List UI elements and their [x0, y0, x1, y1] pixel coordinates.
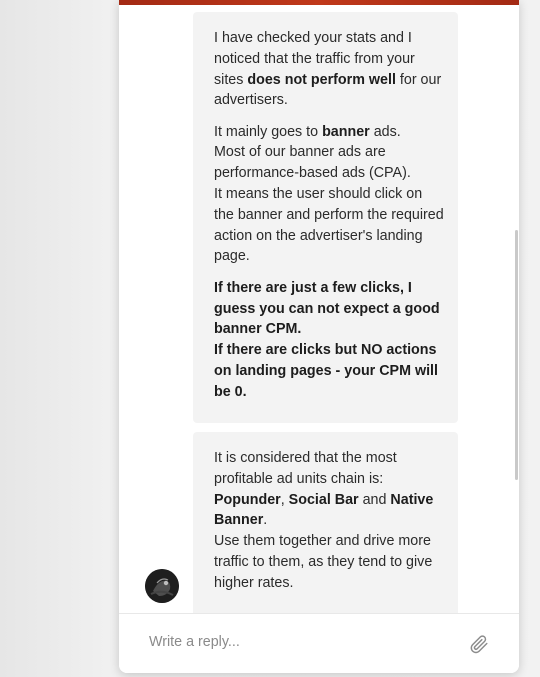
agent-avatar[interactable] [145, 569, 179, 603]
scrollbar-thumb[interactable] [515, 230, 518, 480]
paperclip-icon-svg [468, 633, 490, 655]
reply-input[interactable] [149, 631, 449, 653]
avatar-image [145, 569, 179, 603]
message-paragraph: It mainly goes to banner ads. Most of our banner ads are performance-based ads (CPA). It means the user should click on the banner and perform the required action on the advertiser's landing page. [214, 123, 444, 265]
chat-window [119, 0, 519, 673]
message-paragraph: I have checked your stats and I noticed that the traffic from your sites does not perform well for our advertisers. [214, 30, 442, 109]
message-bubble [193, 432, 458, 613]
message-list[interactable] [119, 5, 519, 613]
message-paragraph: If there are just a few clicks, I guess you can not expect a good banner CPM. If there are clicks but NO actions on landing pages - your CPM will be 0. [214, 279, 440, 400]
message-bubble [193, 12, 458, 423]
reply-composer [119, 613, 519, 673]
message-paragraph: It is considered that the most profitable ad units chain is: Popunder, Social Bar and Native Banner. Use them together and drive more traffic to them, as they tend to give higher rates. [214, 450, 434, 591]
paperclip-icon[interactable] [468, 633, 490, 655]
